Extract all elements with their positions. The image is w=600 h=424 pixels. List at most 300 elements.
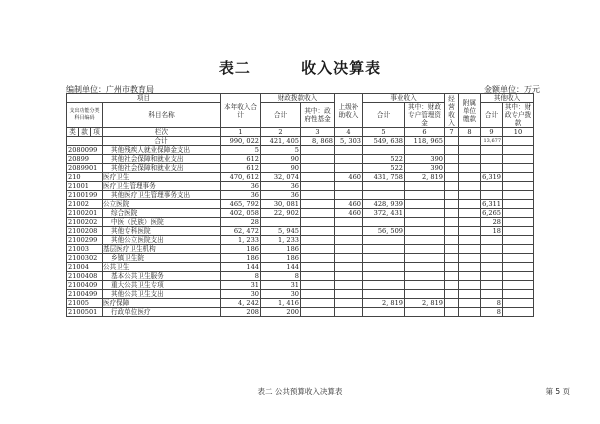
cell-c9: 8 [481, 308, 503, 317]
cell-c10 [503, 173, 534, 182]
cell-c5 [363, 218, 405, 227]
cell-c5 [363, 272, 405, 281]
cell-c1: 5 [221, 146, 261, 155]
cell-c1: 186 [221, 254, 261, 263]
cell-c5 [363, 290, 405, 299]
row-code: 20899 [67, 155, 103, 164]
cell-c10 [503, 164, 534, 173]
row-code: 21002 [67, 200, 103, 209]
cell-c8 [459, 254, 481, 263]
cell-c6: 118, 965 [405, 137, 445, 146]
cell-c2: 90 [261, 155, 301, 164]
table-row [67, 155, 534, 164]
cell-c4 [335, 290, 363, 299]
header-fiscal-fund: 其中：政府性基金 [301, 103, 335, 128]
header-other-special: 其中：财政专户拨款 [503, 103, 534, 128]
cell-c3 [301, 146, 335, 155]
cell-c1: 612 [221, 155, 261, 164]
cell-c9 [481, 164, 503, 173]
cell-c10 [503, 209, 534, 218]
cell-c6: 390 [405, 164, 445, 173]
cell-c10 [503, 227, 534, 236]
cell-c5 [363, 236, 405, 245]
cell-c1: 30 [221, 290, 261, 299]
cell-c7 [445, 236, 459, 245]
row-name: 乡镇卫生院 [103, 254, 221, 263]
cell-c8 [459, 200, 481, 209]
row-name: 公立医院 [103, 200, 221, 209]
cell-c1: 612 [221, 164, 261, 173]
cell-c9 [481, 263, 503, 272]
cell-c10 [503, 146, 534, 155]
cell-c1: 36 [221, 182, 261, 191]
cell-c1: 208 [221, 308, 261, 317]
unit-label: 编制单位：广州市教育局 [66, 85, 154, 94]
cell-c1: 36 [221, 191, 261, 200]
cell-c8 [459, 236, 481, 245]
table-row [67, 146, 534, 155]
cell-c9: 18 [481, 227, 503, 236]
cell-c1: 186 [221, 245, 261, 254]
cell-c10 [503, 254, 534, 263]
cell-c8 [459, 155, 481, 164]
cell-c8 [459, 308, 481, 317]
header-fiscal-total: 合计 [261, 103, 301, 128]
cell-c7 [445, 191, 459, 200]
cell-c1: 31 [221, 281, 261, 290]
header-name: 科目名称 [103, 103, 221, 128]
cell-c10 [503, 200, 534, 209]
col-no: 9 [481, 128, 503, 137]
cell-c9 [481, 281, 503, 290]
cell-c9: 6,311 [482, 200, 501, 208]
cell-c8 [459, 191, 481, 200]
cell-c9: 6,265 [482, 209, 501, 217]
cell-c8 [459, 290, 481, 299]
header-business-special: 其中：财政专户管理资金 [405, 103, 445, 128]
table-row [67, 200, 534, 209]
cell-c10 [503, 290, 534, 299]
cell-c5: 428, 939 [363, 200, 405, 209]
row-code: 21004 [67, 263, 103, 272]
cell-c3 [301, 155, 335, 164]
table-row [67, 209, 534, 218]
cell-c5 [363, 146, 405, 155]
cell-c9 [481, 146, 503, 155]
row-name: 基层医疗卫生机构 [103, 245, 221, 254]
footer-label: 表二 公共预算收入决算表 [257, 387, 343, 396]
cell-c3 [301, 236, 335, 245]
col-no: 3 [301, 128, 335, 137]
cell-c1: 990, 022 [221, 137, 261, 146]
header-operating: 经营收入 [445, 94, 459, 128]
cell-c9 [481, 245, 503, 254]
header-other: 其他收入 [481, 94, 534, 103]
cell-c7 [445, 218, 459, 227]
cell-c3 [301, 290, 335, 299]
cell-c4 [335, 245, 363, 254]
cell-c2: 31 [261, 281, 301, 290]
cell-c3 [301, 263, 335, 272]
row-name: 其他残疾人就业保障金支出 [103, 146, 221, 155]
cell-c9 [481, 182, 503, 191]
table-row [67, 299, 534, 308]
cell-c5: 2, 819 [363, 299, 405, 308]
col-no: 1 [221, 128, 261, 137]
amount-unit-label: 金额单位：万元 [484, 85, 540, 94]
row-name: 公共卫生 [103, 263, 221, 272]
cell-c7 [445, 272, 459, 281]
cell-c4: 460 [335, 173, 363, 182]
cell-c3 [301, 173, 335, 182]
cell-c2: 90 [261, 164, 301, 173]
cell-c7 [445, 164, 459, 173]
cell-c8 [459, 137, 481, 146]
cell-c7 [445, 263, 459, 272]
cell-c1: 62, 472 [221, 227, 261, 236]
cell-c9 [481, 254, 503, 263]
cell-c9 [481, 272, 503, 281]
cell-c3 [301, 218, 335, 227]
cell-c8 [459, 146, 481, 155]
header-lei: 类 [67, 128, 79, 137]
header-affiliate: 附属单位缴款 [459, 94, 481, 128]
col-no: 5 [363, 128, 405, 137]
table-row [67, 281, 534, 290]
cell-c10 [503, 272, 534, 281]
cell-c5: 56, 509 [363, 227, 405, 236]
col-no: 8 [459, 128, 481, 137]
income-table [66, 93, 534, 317]
cell-c5 [363, 191, 405, 200]
table-row [67, 164, 534, 173]
row-name: 医疗保障 [103, 299, 221, 308]
cell-c8 [459, 299, 481, 308]
cell-c4 [335, 281, 363, 290]
row-code [67, 137, 103, 146]
header-row-1 [67, 94, 534, 103]
cell-c8 [459, 263, 481, 272]
row-name: 其他医疗卫生管理事务支出 [103, 191, 221, 200]
header-other-total: 合计 [481, 103, 503, 128]
row-code: 2100202 [67, 218, 103, 227]
row-name: 其他社会保障和就业支出 [103, 164, 221, 173]
col-no: 7 [445, 128, 459, 137]
cell-c4 [335, 236, 363, 245]
cell-c7 [445, 308, 459, 317]
cell-c3 [301, 245, 335, 254]
cell-c8 [459, 209, 481, 218]
cell-c8 [459, 281, 481, 290]
cell-c7 [445, 200, 459, 209]
header-kuan: 款 [79, 128, 91, 137]
cell-c3 [301, 308, 335, 317]
cell-c1: 8 [221, 272, 261, 281]
cell-c1: 28 [221, 218, 261, 227]
cell-c4 [335, 164, 363, 173]
cell-c3 [301, 299, 335, 308]
cell-c3 [301, 182, 335, 191]
cell-c5 [363, 182, 405, 191]
row-code: 2080099 [67, 146, 103, 155]
header-business: 事业收入 [363, 94, 445, 103]
cell-c10 [503, 155, 534, 164]
cell-c8 [459, 245, 481, 254]
cell-c6 [405, 263, 445, 272]
cell-c1: 470, 612 [221, 173, 261, 182]
table-row [67, 191, 534, 200]
cell-c2: 5, 945 [261, 227, 301, 236]
row-code: 210 [67, 173, 103, 182]
cell-c10 [503, 191, 534, 200]
row-name: 重大公共卫生专项 [103, 281, 221, 290]
col-no: 6 [405, 128, 445, 137]
header-total-income: 本年收入合计 [221, 94, 261, 128]
cell-c10 [503, 263, 534, 272]
cell-c6 [405, 272, 445, 281]
table-row [67, 173, 534, 182]
cell-c9: 28 [481, 218, 503, 227]
cell-c2: 36 [261, 182, 301, 191]
cell-c5: 549, 638 [363, 137, 405, 146]
col-no: 4 [335, 128, 363, 137]
col-no: 2 [261, 128, 301, 137]
row-code: 21005 [67, 299, 103, 308]
cell-c8 [459, 173, 481, 182]
cell-c4 [335, 182, 363, 191]
cell-c9 [481, 236, 503, 245]
cell-c10 [503, 236, 534, 245]
cell-c4 [335, 218, 363, 227]
cell-c7 [445, 227, 459, 236]
header-xiang: 项 [91, 128, 103, 137]
row-name: 综合医院 [103, 209, 221, 218]
row-name: 基本公共卫生服务 [103, 272, 221, 281]
row-name: 其他公立医院支出 [103, 236, 221, 245]
header-project: 项目 [67, 94, 221, 103]
cell-c3 [301, 254, 335, 263]
table-row [67, 308, 534, 317]
cell-c2: 421, 405 [261, 137, 301, 146]
cell-c4 [335, 191, 363, 200]
cell-c5: 372, 431 [363, 209, 405, 218]
cell-c3 [301, 272, 335, 281]
row-name: 合计 [103, 137, 221, 146]
cell-c5 [363, 263, 405, 272]
cell-c3 [301, 281, 335, 290]
cell-c2: 36 [261, 191, 301, 200]
cell-c4 [335, 254, 363, 263]
row-name: 医疗卫生 [103, 173, 221, 182]
page-number: 第 5 页 [545, 387, 570, 396]
row-code: 2100299 [67, 236, 103, 245]
cell-c4 [335, 263, 363, 272]
cell-c5 [363, 245, 405, 254]
cell-c7 [445, 173, 459, 182]
cell-c10 [503, 245, 534, 254]
header-column-no: 栏次 [103, 128, 221, 137]
header-business-total: 合计 [363, 103, 405, 128]
cell-c6 [405, 245, 445, 254]
cell-c2: 5 [261, 146, 301, 155]
header-row-col-no [67, 128, 534, 137]
cell-c2: 200 [261, 308, 301, 317]
cell-c6: 390 [405, 155, 445, 164]
header-code: 支出功能分类科目编码 [67, 103, 103, 128]
table-row [67, 263, 534, 272]
cell-c8 [459, 218, 481, 227]
cell-c10 [503, 308, 534, 317]
cell-c8 [459, 164, 481, 173]
cell-c1: 144 [221, 263, 261, 272]
cell-c8 [459, 182, 481, 191]
row-code: 2100208 [67, 227, 103, 236]
row-name: 医疗卫生管理事务 [103, 182, 221, 191]
cell-c6 [405, 290, 445, 299]
cell-c6 [405, 146, 445, 155]
cell-c10 [503, 299, 534, 308]
cell-c5 [363, 254, 405, 263]
cell-c6 [405, 218, 445, 227]
cell-c2 [261, 218, 301, 227]
cell-c9 [481, 155, 503, 164]
cell-c5: 522 [363, 164, 405, 173]
cell-c1: 465, 792 [221, 200, 261, 209]
cell-c8 [459, 272, 481, 281]
cell-c3 [301, 191, 335, 200]
table-row [67, 182, 534, 191]
page-title [0, 57, 600, 78]
cell-c2: 186 [261, 245, 301, 254]
cell-c7 [445, 209, 459, 218]
row-name: 其他社会保障和就业支出 [103, 155, 221, 164]
cell-c2: 1, 416 [261, 299, 301, 308]
cell-c6 [405, 200, 445, 209]
table-row [67, 236, 534, 245]
row-name: 其他专科医院 [103, 227, 221, 236]
cell-c5: 431, 758 [363, 173, 405, 182]
cell-c5: 522 [363, 155, 405, 164]
cell-c6 [405, 227, 445, 236]
cell-c6 [405, 182, 445, 191]
cell-c7 [445, 146, 459, 155]
cell-c7 [445, 182, 459, 191]
cell-c4: 5, 303 [335, 137, 363, 146]
cell-c3 [301, 164, 335, 173]
cell-c6 [405, 191, 445, 200]
cell-c9: 8 [481, 299, 503, 308]
cell-c7 [445, 299, 459, 308]
cell-c6 [405, 254, 445, 263]
cell-c6: 2, 819 [405, 173, 445, 182]
cell-c6 [405, 308, 445, 317]
row-code: 2100199 [67, 191, 103, 200]
cell-c9: 6,319 [482, 173, 501, 181]
cell-c4 [335, 155, 363, 164]
cell-c10 [503, 281, 534, 290]
cell-c10 [503, 137, 534, 146]
row-name: 其他公共卫生支出 [103, 290, 221, 299]
header-superior: 上级补助收入 [335, 94, 363, 128]
table-row [67, 218, 534, 227]
table-row [67, 254, 534, 263]
cell-c7 [445, 290, 459, 299]
cell-c9 [481, 290, 503, 299]
cell-c5 [363, 281, 405, 290]
cell-c9 [481, 191, 503, 200]
table-row [67, 272, 534, 281]
table-row [67, 290, 534, 299]
cell-c2: 186 [261, 254, 301, 263]
cell-c4 [335, 227, 363, 236]
cell-c6 [405, 209, 445, 218]
row-code: 2100501 [67, 308, 103, 317]
row-code: 2100201 [67, 209, 103, 218]
table-number: 表二 [218, 59, 251, 77]
cell-c1: 402, 058 [221, 209, 261, 218]
table-title: 收入决算表 [301, 59, 382, 77]
table-row [67, 137, 534, 146]
cell-c2: 30, 081 [261, 200, 301, 209]
cell-c8 [459, 227, 481, 236]
cell-c1: 1, 233 [221, 236, 261, 245]
cell-c9: 13,677 [481, 137, 503, 146]
cell-c10 [503, 182, 534, 191]
cell-c7 [445, 155, 459, 164]
cell-c5 [363, 308, 405, 317]
cell-c4 [335, 272, 363, 281]
cell-c2: 30 [261, 290, 301, 299]
cell-c4 [335, 308, 363, 317]
row-code: 21003 [67, 245, 103, 254]
header-fiscal: 财政拨款收入 [261, 94, 335, 103]
cell-c3 [301, 209, 335, 218]
cell-c3 [301, 227, 335, 236]
cell-c2: 22, 902 [261, 209, 301, 218]
row-code: 2100408 [67, 272, 103, 281]
cell-c6: 2, 819 [405, 299, 445, 308]
row-name: 行政单位医疗 [103, 308, 221, 317]
row-code: 2100499 [67, 290, 103, 299]
col-no: 10 [503, 128, 534, 137]
cell-c2: 1, 233 [261, 236, 301, 245]
cell-c3: 8, 868 [301, 137, 335, 146]
cell-c10 [503, 218, 534, 227]
cell-c2: 8 [261, 272, 301, 281]
cell-c4: 460 [335, 200, 363, 209]
cell-c4 [335, 299, 363, 308]
cell-c4: 460 [335, 209, 363, 218]
cell-c6 [405, 281, 445, 290]
cell-c2: 144 [261, 263, 301, 272]
row-name: 中医（民族）医院 [103, 218, 221, 227]
cell-c6 [405, 236, 445, 245]
cell-c7 [445, 281, 459, 290]
cell-c4 [335, 146, 363, 155]
row-code: 21001 [67, 182, 103, 191]
row-code: 2100302 [67, 254, 103, 263]
row-code: 2089901 [67, 164, 103, 173]
table-row [67, 245, 534, 254]
cell-c3 [301, 200, 335, 209]
table-row [67, 227, 534, 236]
cell-c7 [445, 254, 459, 263]
row-code: 2100409 [67, 281, 103, 290]
cell-c2: 32, 074 [261, 173, 301, 182]
cell-c7 [445, 245, 459, 254]
cell-c1: 4, 242 [221, 299, 261, 308]
cell-c7 [445, 137, 459, 146]
